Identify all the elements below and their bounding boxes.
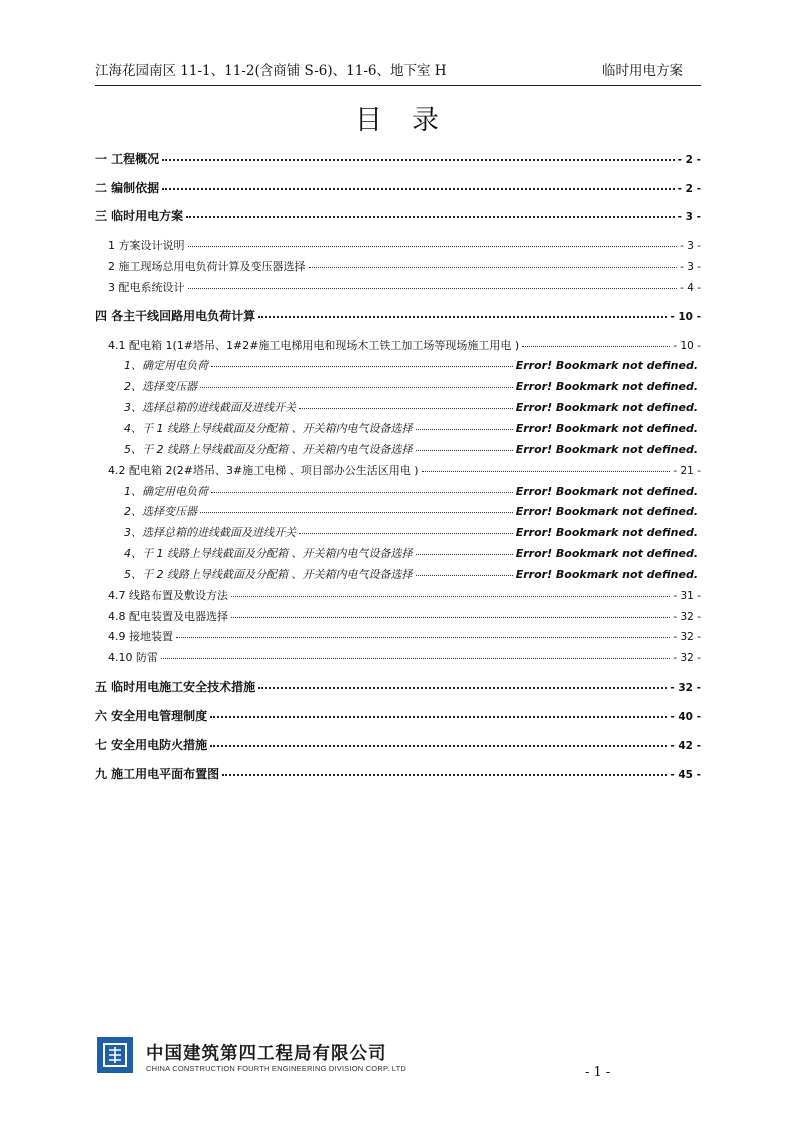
toc-entry-label: 4.2 配电箱 2(2#塔吊、3#施工电梯 、项目部办公生活区用电 ) <box>108 464 419 477</box>
toc-entry-page: Error! Bookmark not defined. <box>515 526 698 539</box>
toc-entry-label: 2 施工现场总用电负荷计算及变压器选择 <box>108 260 306 273</box>
toc-entry-page: Error! Bookmark not defined. <box>515 505 698 518</box>
toc-entry[interactable] <box>95 736 701 753</box>
toc-entry-page: Error! Bookmark not defined. <box>515 380 698 393</box>
toc-entry[interactable] <box>124 357 698 373</box>
toc-dot-leader <box>161 657 670 659</box>
toc-entry-label: 一 工程概况 <box>95 152 160 166</box>
toc-entry[interactable] <box>95 765 701 782</box>
cscec-logo-icon <box>97 1037 133 1073</box>
toc-entry-page: - 32 - <box>673 631 701 643</box>
toc-entry-page: - 3 - <box>677 211 701 223</box>
toc-entry-label: 5、干 2 线路上导线截面及分配箱 、开关箱内电气设备选择 <box>124 568 413 581</box>
toc-entry-label: 4.7 线路布置及敷设方法 <box>108 589 228 602</box>
toc-entry-page: - 32 - <box>673 611 701 623</box>
toc-entry[interactable] <box>108 649 701 665</box>
header-doc-title: 临时用电方案 <box>602 63 683 79</box>
toc-entry-page: - 31 - <box>673 590 701 602</box>
toc-entry-page: Error! Bookmark not defined. <box>515 485 698 498</box>
toc-entry-label: 5、干 2 线路上导线截面及分配箱 、开关箱内电气设备选择 <box>124 443 413 456</box>
toc-entry[interactable] <box>108 587 701 603</box>
toc-entry[interactable] <box>124 503 698 519</box>
toc-entry[interactable] <box>124 566 698 582</box>
toc-entry-label: 2、选择变压器 <box>124 505 197 518</box>
toc-entry-page: - 10 - <box>670 311 701 323</box>
toc-dot-leader <box>309 266 678 268</box>
toc-entry[interactable] <box>108 608 701 624</box>
toc-entry[interactable] <box>108 237 701 253</box>
toc-entry-page: - 4 - <box>680 282 701 294</box>
toc-dot-leader <box>416 574 513 576</box>
toc-entry-label: 五 临时用电施工安全技术措施 <box>95 680 256 694</box>
page-title: 目录 <box>355 105 469 136</box>
toc-entry-label: 3、选择总箱的进线截面及进线开关 <box>124 526 296 539</box>
toc-dot-leader <box>186 215 674 218</box>
toc-entry-label: 1、确定用电负荷 <box>124 485 208 498</box>
toc-entry-page: Error! Bookmark not defined. <box>515 422 698 435</box>
toc-entry-label: 4.8 配电装置及电器选择 <box>108 610 228 623</box>
toc-entry[interactable] <box>108 462 701 478</box>
toc-entry-label: 1 方案设计说明 <box>108 239 185 252</box>
toc-entry-page: Error! Bookmark not defined. <box>515 359 698 372</box>
toc-entry[interactable] <box>95 307 701 324</box>
toc-dot-leader <box>522 345 670 347</box>
toc-dot-leader <box>210 715 667 718</box>
toc-entry[interactable] <box>95 150 701 167</box>
toc-dot-leader <box>188 287 678 289</box>
toc-entry-page: - 3 - <box>680 261 701 273</box>
toc-entry-label: 四 各主干线回路用电负荷计算 <box>95 309 256 323</box>
toc-dot-leader <box>299 532 513 534</box>
toc-entry[interactable] <box>124 483 698 499</box>
company-name-en: CHINA CONSTRUCTION FOURTH ENGINEERING DIVISION CORP. LTD <box>146 1064 406 1073</box>
toc-dot-leader <box>299 407 513 409</box>
toc-entry[interactable] <box>124 441 698 457</box>
toc-dot-leader <box>211 365 513 367</box>
toc-entry-label: 4.10 防雷 <box>108 651 158 664</box>
toc-dot-leader <box>211 491 513 493</box>
toc-entry[interactable] <box>108 337 701 353</box>
toc-entry-label: 1、确定用电负荷 <box>124 359 208 372</box>
toc-entry-page: - 21 - <box>673 465 701 477</box>
toc-dot-leader <box>162 158 674 161</box>
toc-dot-leader <box>176 636 670 638</box>
page-number: - 1 - <box>585 1065 611 1080</box>
toc-entry-page: - 42 - <box>670 740 701 752</box>
toc-dot-leader <box>258 686 667 689</box>
toc-entry-label: 3、选择总箱的进线截面及进线开关 <box>124 401 296 414</box>
toc-entry[interactable] <box>95 207 701 224</box>
company-name-cn: 中国建筑第四工程局有限公司 <box>146 1044 387 1064</box>
toc-dot-leader <box>200 386 513 388</box>
toc-entry[interactable] <box>124 399 698 415</box>
toc-entry[interactable] <box>95 179 701 196</box>
toc-entry[interactable] <box>124 545 698 561</box>
toc-entry[interactable] <box>108 628 701 644</box>
toc-entry[interactable] <box>95 707 701 724</box>
toc-entry-page: Error! Bookmark not defined. <box>515 568 698 581</box>
toc-entry-label: 2、选择变压器 <box>124 380 197 393</box>
toc-dot-leader <box>231 616 670 618</box>
toc-dot-leader <box>188 245 678 247</box>
toc-entry-page: - 2 - <box>677 154 701 166</box>
toc-entry-label: 二 编制依据 <box>95 181 160 195</box>
toc-dot-leader <box>416 553 513 555</box>
toc-entry-page: - 32 - <box>670 682 701 694</box>
toc-entry-label: 4.1 配电箱 1(1#塔吊、1#2#施工电梯用电和现场木工铁工加工场等现场施工用电 ) <box>108 339 520 352</box>
toc-entry-label: 4.9 接地装置 <box>108 630 173 643</box>
toc-entry-page: - 10 - <box>673 340 701 352</box>
toc-entry-page: - 40 - <box>670 711 701 723</box>
toc-entry-label: 4、干 1 线路上导线截面及分配箱 、开关箱内电气设备选择 <box>124 547 413 560</box>
header-project: 江海花园南区 11-1、11-2(含商铺 S-6)、11-6、地下室 H <box>95 63 447 79</box>
toc-dot-leader <box>422 470 671 472</box>
toc-entry-label: 3 配电系统设计 <box>108 281 185 294</box>
toc-entry-label: 七 安全用电防火措施 <box>95 738 208 752</box>
toc-entry-page: Error! Bookmark not defined. <box>515 547 698 560</box>
toc-entry[interactable] <box>124 524 698 540</box>
toc-entry-page: Error! Bookmark not defined. <box>515 401 698 414</box>
toc-dot-leader <box>200 511 513 513</box>
toc-entry-label: 九 施工用电平面布置图 <box>95 767 220 781</box>
toc-entry-page: - 45 - <box>670 769 701 781</box>
toc-dot-leader <box>416 428 513 430</box>
toc-entry[interactable] <box>108 258 701 274</box>
toc-dot-leader <box>416 449 513 451</box>
toc-entry-page: - 32 - <box>673 652 701 664</box>
toc-entry-page: - 3 - <box>680 240 701 252</box>
toc-dot-leader <box>231 595 670 597</box>
toc-entry[interactable] <box>108 279 701 295</box>
toc-entry[interactable] <box>124 378 698 394</box>
toc-entry-page: Error! Bookmark not defined. <box>515 443 698 456</box>
toc-dot-leader <box>222 773 667 776</box>
toc-entry-label: 三 临时用电方案 <box>95 209 184 223</box>
toc-entry-label: 4、干 1 线路上导线截面及分配箱 、开关箱内电气设备选择 <box>124 422 413 435</box>
toc-dot-leader <box>210 744 667 747</box>
toc-entry[interactable] <box>95 678 701 695</box>
toc-dot-leader <box>162 187 674 190</box>
toc-entry[interactable] <box>124 420 698 436</box>
toc-entry-label: 六 安全用电管理制度 <box>95 709 208 723</box>
toc-dot-leader <box>258 315 667 318</box>
toc-entry-page: - 2 - <box>677 183 701 195</box>
